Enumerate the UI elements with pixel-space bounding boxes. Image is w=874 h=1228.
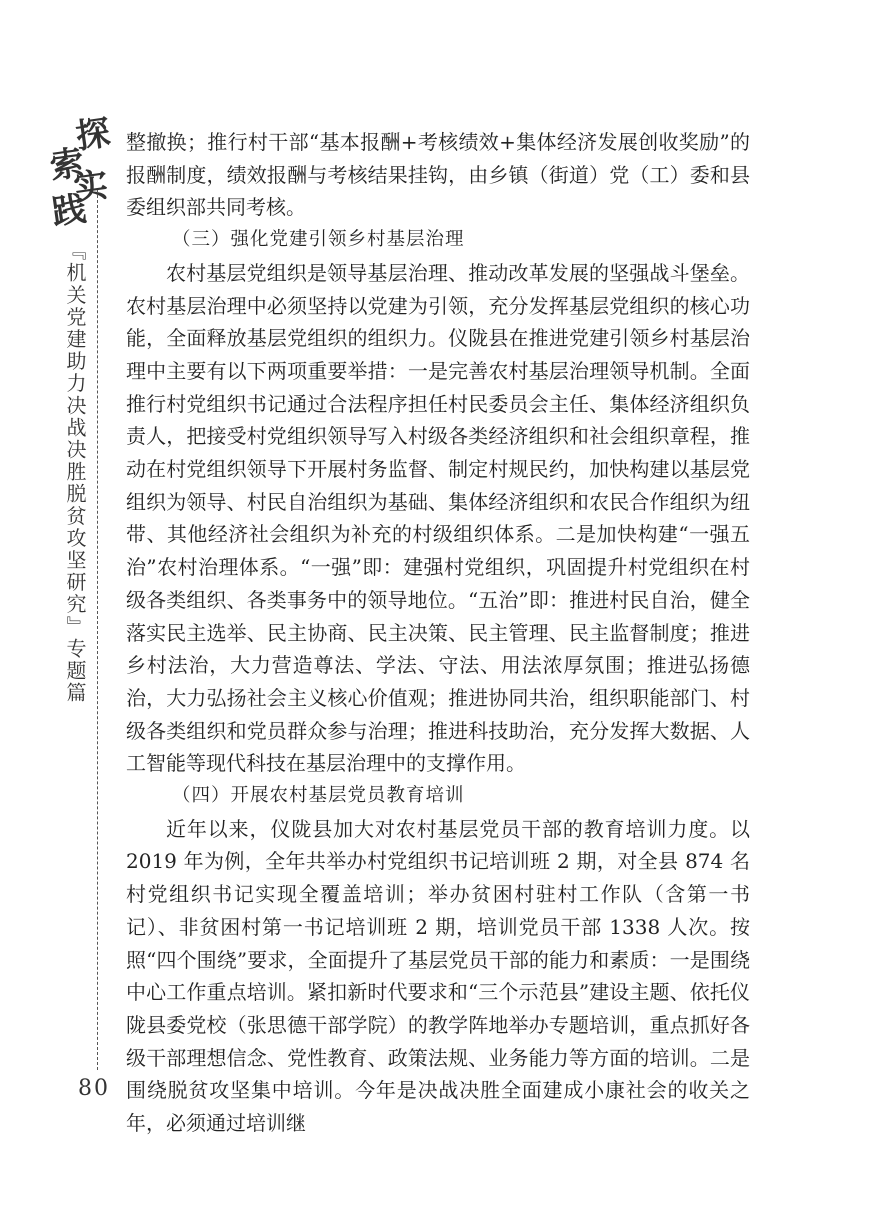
paragraph: 农村基层党组织是领导基层治理、推动改革发展的坚强战斗堡垒。农村基层治理中必须坚持以党建为引领，充分发挥基层党组织的核心功能，全面释放基层党组织的组织力。仪陇县在推进党建引领乡村基层治理中主要有以下两项重要举措：一是完善农村基层治理领导机制。全面推行村党组织书记通过合法程序担任村民委员会主任、集体经济组织负责人，把接受村党组织领导写入村级各类经济组织和社会组织章程，推动在村党组织领导下开展村务监督、制定村规民约，加快构建以基层党组织为领导、村民自治组织为基础、集体经济组织和农民合作组织为纽带、其他经济社会组织为补充的村级组织体系。二是加快构建“一强五治”农村治理体系。“一强”即：建强村党组织，巩固提升村党组织在村级各类组织、各类事务中的领导地位。“五治”即：推进村民自治，健全落实民主选举、民主协商、民主决策、民主管理、民主监督制度；推进乡村法治，大力营造尊法、学法、守法、用法浓厚氛围；推进弘扬德治，大力弘扬社会主义核心价值观；推进协同共治，组织职能部门、村级各类组织和党员群众参与治理；推进科技助治，充分发挥大数据、人工智能等现代科技在基层治理中的支撑作用。 — [126, 260, 750, 776]
paragraph: 近年以来，仪陇县加大对农村基层党员干部的教育培训力度。以 2019 年为例，全年共举办村党组织书记培训班 2 期，对全县 874 名村党组织书记实现全覆盖培训；举办贫困村驻村工作队（含第一书记）、非贫困村第一书记培训班 2 期，培训党员干部 1338 人次。按照“四个围绕”要求，全面提升了基层党员干部的能力和素质：一是围绕中心工作重点培训。紧扣新时代要求和“三个示范县”建设主题、依托仪陇县委党校（张思德干部学院）的教学阵地举办专题培训，重点抓好各级干部理想信念、党性教育、政策法规、业务能力等方面的培训。二是围绕脱贫攻坚集中培训。今年是决战决胜全面建成小康社会的收关之年，必须通过培训继 — [126, 816, 750, 1136]
book-title: 『机关党建助力决战决胜脱贫攻坚研究』专题篇 — [63, 240, 87, 705]
logo-char: 实 — [71, 164, 111, 210]
section-heading: （三）强化党建引领乡村基层治理 — [172, 229, 465, 251]
section-heading: （四）开展农村基层党员教育培训 — [172, 785, 465, 807]
page-margin — [0, 0, 120, 1228]
logo-char: 践 — [49, 188, 89, 234]
body-text — [126, 126, 750, 1140]
logo-char: 索 — [47, 142, 87, 188]
series-logo — [38, 112, 118, 234]
logo-char: 探 — [73, 112, 113, 158]
page-number: 80 — [78, 1076, 110, 1101]
paragraph: 整撤换；推行村干部“基本报酬+考核绩效+集体经济发展创收奖励”的报酬制度，绩效报酬与考核结果挂钩，由乡镇（街道）党（工）委和县委组织部共同考核。 — [126, 130, 750, 220]
dashed-divider — [97, 190, 98, 1070]
